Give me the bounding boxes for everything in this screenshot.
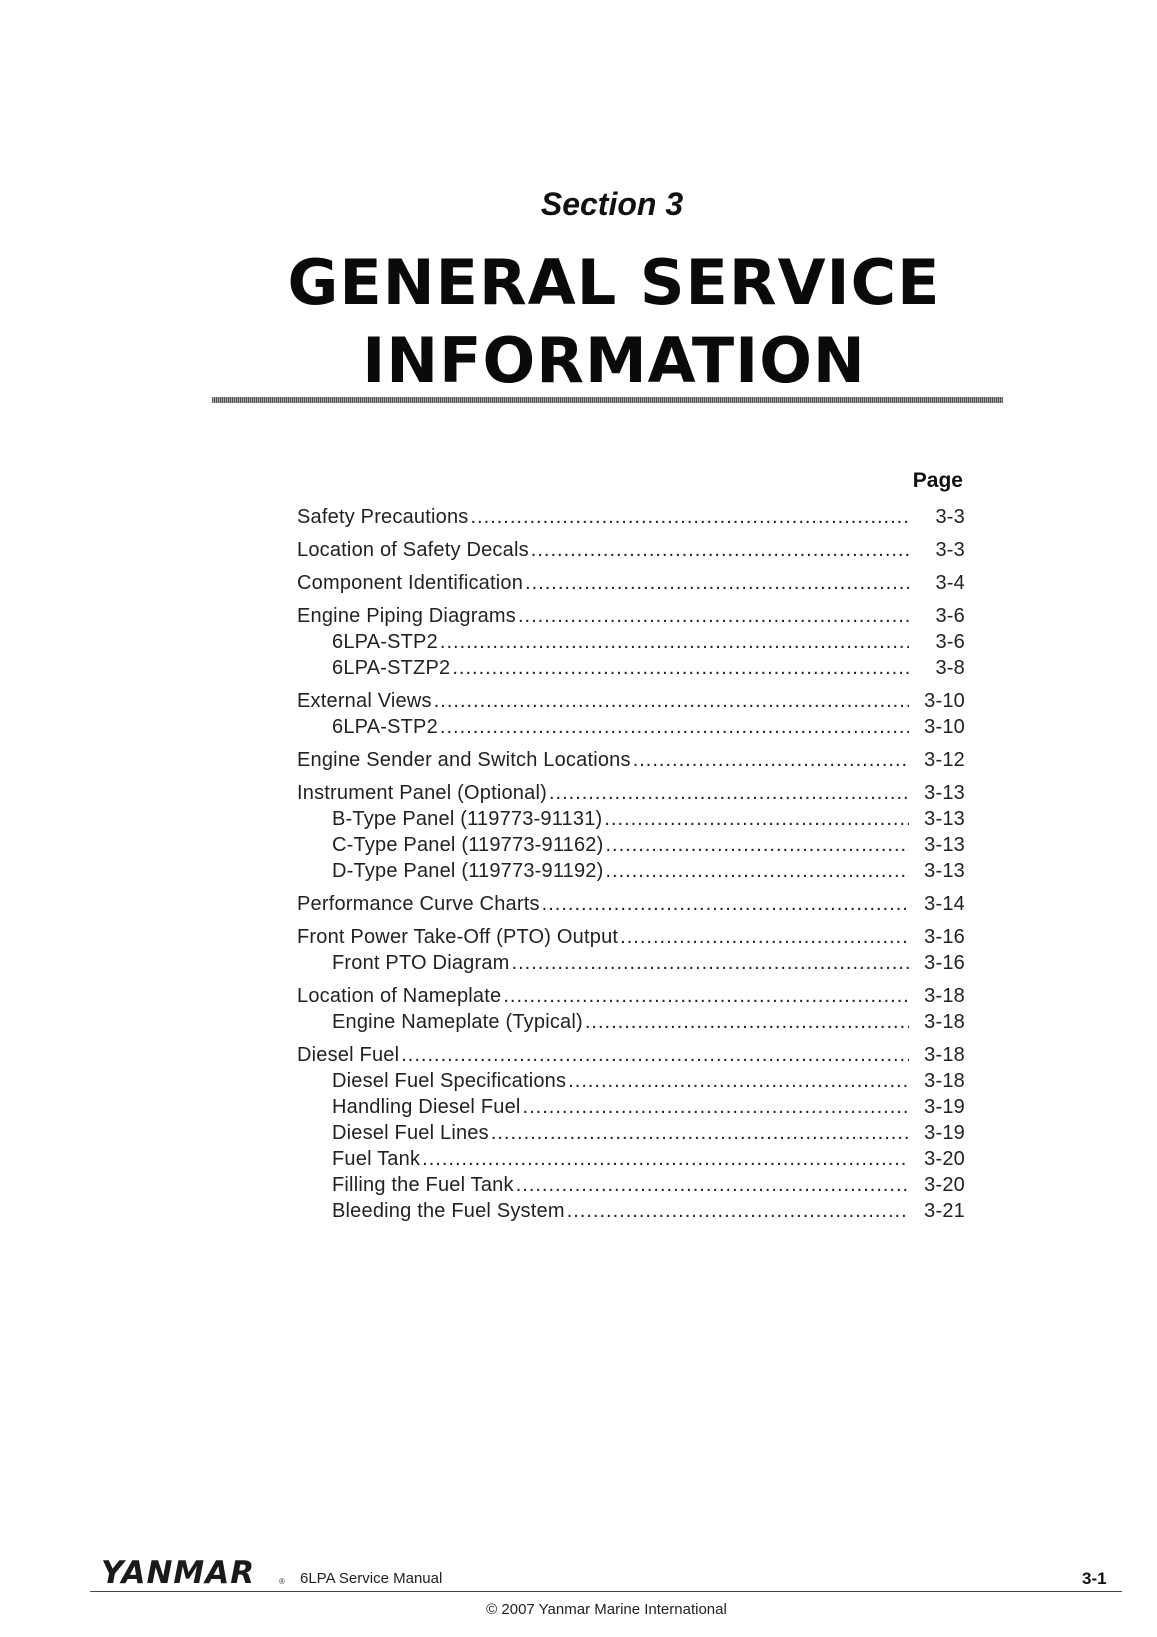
toc-subentry bbox=[297, 1146, 965, 1172]
dot-leader bbox=[568, 1068, 909, 1088]
dot-leader bbox=[542, 891, 909, 911]
footer-divider bbox=[90, 1591, 1122, 1592]
dot-leader bbox=[604, 806, 909, 826]
manual-name: 6LPA Service Manual bbox=[300, 1570, 443, 1587]
toc-entry-label: D-Type Panel (119773-91192) bbox=[332, 860, 604, 882]
toc-entry-page: 3-20 bbox=[924, 1174, 965, 1196]
toc-entry-label: 6LPA-STP2 bbox=[332, 716, 438, 738]
toc-entry-page: 3-13 bbox=[924, 860, 965, 882]
toc-entry bbox=[297, 891, 965, 917]
footer-page-number: 3-1 bbox=[1082, 1569, 1107, 1588]
dot-leader bbox=[549, 780, 909, 800]
toc-entry-page: 3-20 bbox=[924, 1148, 965, 1170]
toc-page-column-header: Page bbox=[912, 469, 963, 492]
toc-entry-page: 3-19 bbox=[924, 1096, 965, 1118]
toc-entry bbox=[297, 504, 965, 530]
dot-leader bbox=[518, 603, 909, 623]
toc-entry bbox=[297, 570, 965, 596]
toc-entry bbox=[297, 780, 965, 806]
dot-leader bbox=[523, 1094, 909, 1114]
toc-entry-label: Engine Nameplate (Typical) bbox=[332, 1011, 583, 1033]
toc-entry-page: 3-14 bbox=[924, 893, 965, 915]
dot-leader bbox=[512, 950, 909, 970]
toc-entry-label: Filling the Fuel Tank bbox=[332, 1174, 514, 1196]
toc-entry-label: B-Type Panel (119773-91131) bbox=[332, 808, 603, 830]
toc-entry-label: Diesel Fuel Lines bbox=[332, 1122, 489, 1144]
toc-entry-label: Front PTO Diagram bbox=[332, 952, 510, 974]
toc-entry-label: C-Type Panel (119773-91162) bbox=[332, 834, 604, 856]
toc-entry-label: Performance Curve Charts bbox=[297, 893, 540, 915]
toc-subentry bbox=[297, 1172, 965, 1198]
toc-entry-page: 3-8 bbox=[935, 657, 965, 679]
dot-leader bbox=[440, 714, 909, 734]
page-title-line-1: GENERAL SERVICE bbox=[287, 246, 941, 319]
dot-leader bbox=[452, 655, 909, 675]
table-of-contents bbox=[297, 504, 965, 1224]
dot-leader bbox=[525, 570, 909, 590]
toc-entry-page: 3-3 bbox=[935, 539, 965, 561]
toc-entry-label: Location of Safety Decals bbox=[297, 539, 529, 561]
toc-entry-label: Diesel Fuel Specifications bbox=[332, 1070, 567, 1092]
toc-entry-page: 3-18 bbox=[924, 1044, 965, 1066]
dot-leader bbox=[620, 924, 909, 944]
toc-entry-page: 3-4 bbox=[935, 572, 965, 594]
toc-entry-page: 3-16 bbox=[924, 952, 965, 974]
dot-leader bbox=[585, 1009, 909, 1029]
toc-entry-label: Engine Sender and Switch Locations bbox=[297, 749, 631, 771]
toc-entry-label: External Views bbox=[297, 690, 432, 712]
toc-subentry bbox=[297, 950, 965, 976]
toc-entry-page: 3-10 bbox=[924, 690, 965, 712]
page-title-line-2: INFORMATION bbox=[362, 324, 866, 397]
toc-entry-page: 3-10 bbox=[924, 716, 965, 738]
toc-entry-page: 3-19 bbox=[924, 1122, 965, 1144]
toc-entry-label: Bleeding the Fuel System bbox=[332, 1200, 565, 1222]
toc-entry-page: 3-13 bbox=[924, 808, 965, 830]
toc-entry bbox=[297, 537, 965, 563]
toc-subentry bbox=[297, 1120, 965, 1146]
toc-entry-page: 3-18 bbox=[924, 985, 965, 1007]
dot-leader bbox=[516, 1172, 909, 1192]
toc-entry-label: Front Power Take-Off (PTO) Output bbox=[297, 926, 619, 948]
toc-subentry bbox=[297, 714, 965, 740]
dot-leader bbox=[491, 1120, 909, 1140]
toc-subentry bbox=[297, 629, 965, 655]
toc-entry bbox=[297, 1042, 965, 1068]
toc-entry-label: Instrument Panel (Optional) bbox=[297, 782, 547, 804]
toc-subentry bbox=[297, 858, 965, 884]
toc-entry-label: Location of Nameplate bbox=[297, 985, 502, 1007]
toc-entry-page: 3-18 bbox=[924, 1011, 965, 1033]
toc-entry-page: 3-18 bbox=[924, 1070, 965, 1092]
toc-entry bbox=[297, 688, 965, 714]
dot-leader bbox=[401, 1042, 909, 1062]
toc-subentry bbox=[297, 1009, 965, 1035]
toc-subentry bbox=[297, 832, 965, 858]
toc-entry bbox=[297, 747, 965, 773]
toc-entry-label: Engine Piping Diagrams bbox=[297, 605, 516, 627]
dot-leader bbox=[606, 832, 910, 852]
dot-leader bbox=[606, 858, 910, 878]
registered-mark: ® bbox=[279, 1577, 285, 1586]
toc-entry-label: Handling Diesel Fuel bbox=[332, 1096, 521, 1118]
toc-subentry bbox=[297, 806, 965, 832]
toc-entry-label: 6LPA-STZP2 bbox=[332, 657, 451, 679]
yanmar-logo: YANMAR bbox=[101, 1555, 256, 1591]
toc-subentry bbox=[297, 1198, 965, 1224]
dot-leader bbox=[567, 1198, 909, 1218]
toc-entry bbox=[297, 983, 965, 1009]
toc-entry-label: 6LPA-STP2 bbox=[332, 631, 438, 653]
dot-leader bbox=[470, 504, 909, 524]
toc-entry-page: 3-12 bbox=[924, 749, 965, 771]
copyright-notice: © 2007 Yanmar Marine International bbox=[486, 1601, 727, 1618]
toc-entry-page: 3-16 bbox=[924, 926, 965, 948]
section-label: Section 3 bbox=[540, 186, 684, 222]
toc-entry-page: 3-3 bbox=[935, 506, 965, 528]
dot-leader bbox=[633, 747, 909, 767]
page-title bbox=[0, 244, 1157, 400]
dot-leader bbox=[422, 1146, 909, 1166]
dot-leader bbox=[440, 629, 909, 649]
toc-entry-page: 3-21 bbox=[924, 1200, 965, 1222]
toc-subentry bbox=[297, 1068, 965, 1094]
toc-entry-page: 3-13 bbox=[924, 834, 965, 856]
toc-entry-label: Fuel Tank bbox=[332, 1148, 421, 1170]
toc-entry-page: 3-13 bbox=[924, 782, 965, 804]
toc-entry-label: Diesel Fuel bbox=[297, 1044, 400, 1066]
dot-leader bbox=[503, 983, 909, 1003]
toc-entry-page: 3-6 bbox=[935, 631, 965, 653]
toc-entry-label: Safety Precautions bbox=[297, 506, 469, 528]
toc-subentry bbox=[297, 655, 965, 681]
toc-entry-label: Component Identification bbox=[297, 572, 524, 594]
dot-leader bbox=[531, 537, 909, 557]
toc-entry-page: 3-6 bbox=[935, 605, 965, 627]
toc-subentry bbox=[297, 1094, 965, 1120]
toc-entry bbox=[297, 924, 965, 950]
dot-leader bbox=[434, 688, 909, 708]
toc-entry bbox=[297, 603, 965, 629]
title-divider bbox=[212, 397, 1003, 403]
